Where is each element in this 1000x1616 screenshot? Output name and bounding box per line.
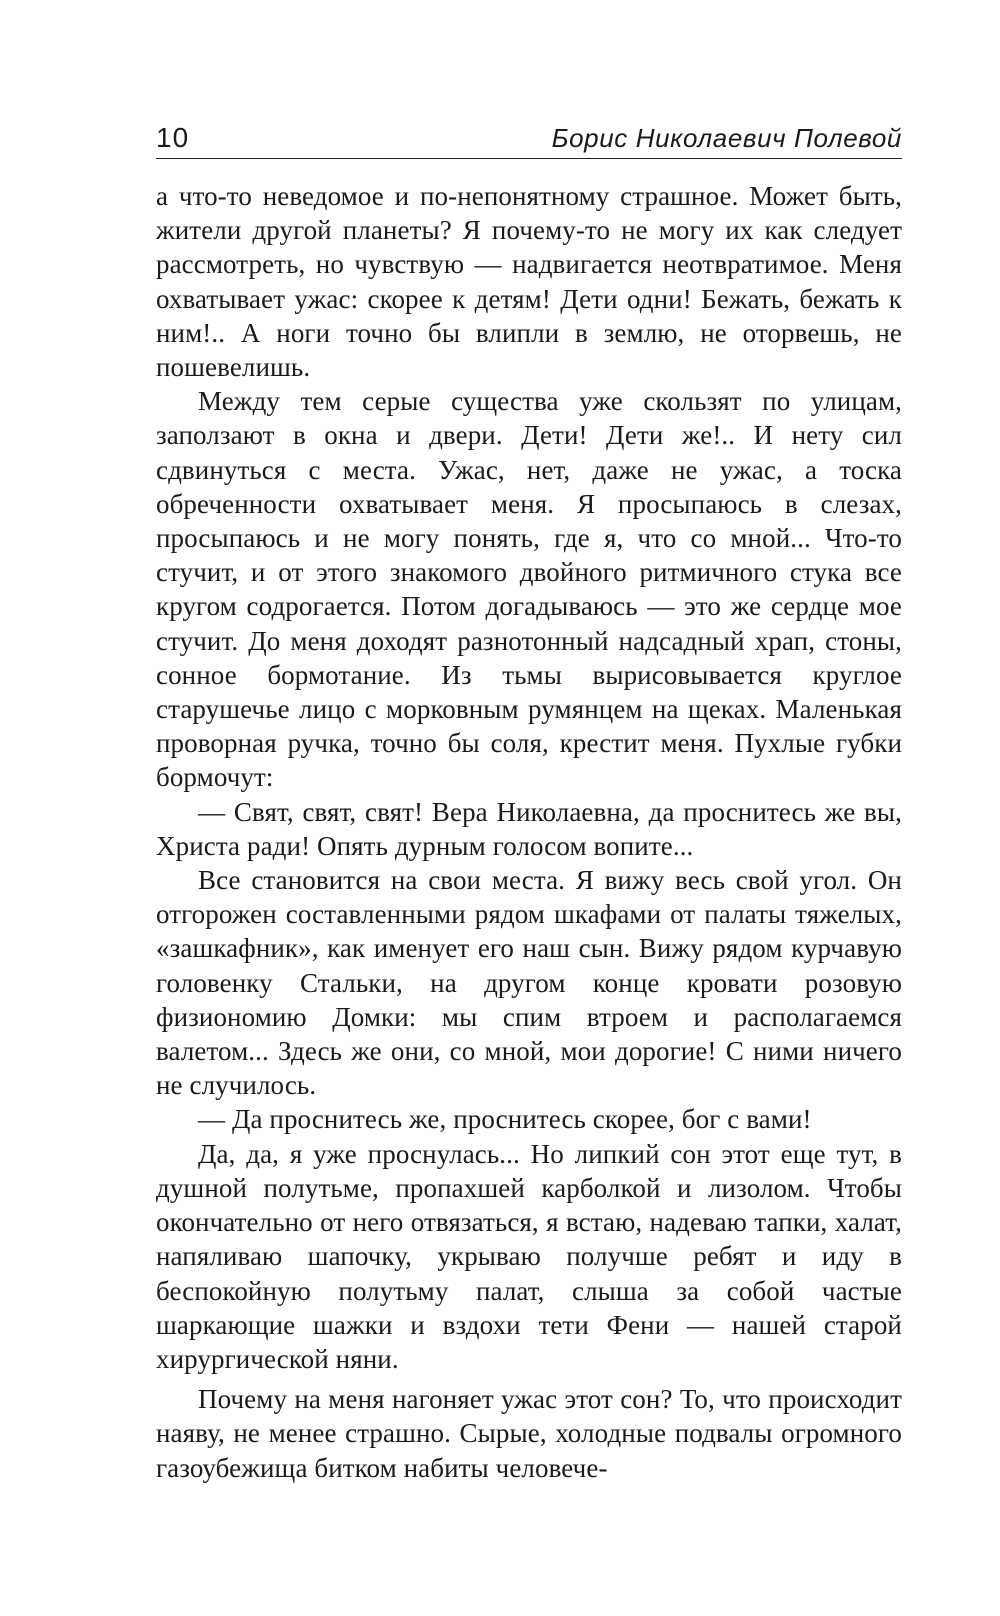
paragraph-2: Между тем серые существа уже скользят по улицам, заползают в окна и двери. Дети! Дети же!.. И нету сил сдвинуться с места. Ужас, нет, даже не ужас, а тоска обреченности охватывает меня. Я просыпаюсь в слезах, просыпаюсь и не могу понять, где я, что со мной... Что-то стучит, и от этого знакомого двойного ритмичного стука все кругом содрогается. Потом догадываюсь — это же сердце мое стучит. До меня доходят разнотонный надсадный храп, стоны, сонное бормотание. Из тьмы вырисовывается круглое старушечье лицо с морковным румянцем на щеках. Маленькая проворная ручка, точно бы соля, крестит меня. Пухлые губки бормочут: [156, 386, 902, 793]
page-number: 10 [156, 122, 190, 153]
paragraph-7: Почему на меня нагоняет ужас этот сон? То, что происходит наяву, не менее страшно. Сырые, холодные подвалы огромного газоубежища битком набиты человече- [156, 1384, 902, 1483]
paragraph-6: Да, да, я уже проснулась... Но липкий сон этот еще тут, в душной полутьме, пропахшей карболкой и лизолом. Чтобы окончательно от него отвязаться, я встаю, надеваю тапки, халат, напяливаю шапочку, укрываю получше ребят и иду в беспокойную полутьму палат, слыша за собой частые шаркающие шажки и вздохи тети Фени — нашей старой хирургической няни. [156, 1138, 902, 1374]
book-page [156, 110, 902, 1485]
paragraph-3-dialogue: — Свят, свят, свят! Вера Николаевна, да проснитесь же вы, Христа ради! Опять дурным голосом вопите... [156, 796, 902, 861]
paragraph-5-dialogue: — Да проснитесь же, проснитесь скорее, бог с вами! [198, 1104, 812, 1135]
paragraph-4: Все становится на свои места. Я вижу весь свой угол. Он отгорожен составленными рядом шкафами от палаты тяжелых, «зашкафник», как именует его наш сын. Вижу рядом курчавую головенку Стальки, на другом конце кровати розовую физиономию Домки: мы спим втроем и располагаемся валетом... Здесь же они, со мной, мои дорогие! С ними ничего не случилось. [156, 865, 902, 1101]
page-header [156, 110, 902, 159]
paragraph-1: а что-то неведомое и по-непонятному страшное. Может быть, жители другой планеты? Я почему-то не могу их как следует рассмотреть, но чувствую — надвигается неотвратимое. Меня охватывает ужас: скорее к детям! Дети одни! Бежать, бежать к ним!.. А ноги точно бы влипли в землю, не оторвешь, не пошевелишь. [156, 181, 902, 383]
running-head-author: Борис Николаевич Полевой [551, 123, 902, 153]
body-text [156, 179, 902, 1485]
